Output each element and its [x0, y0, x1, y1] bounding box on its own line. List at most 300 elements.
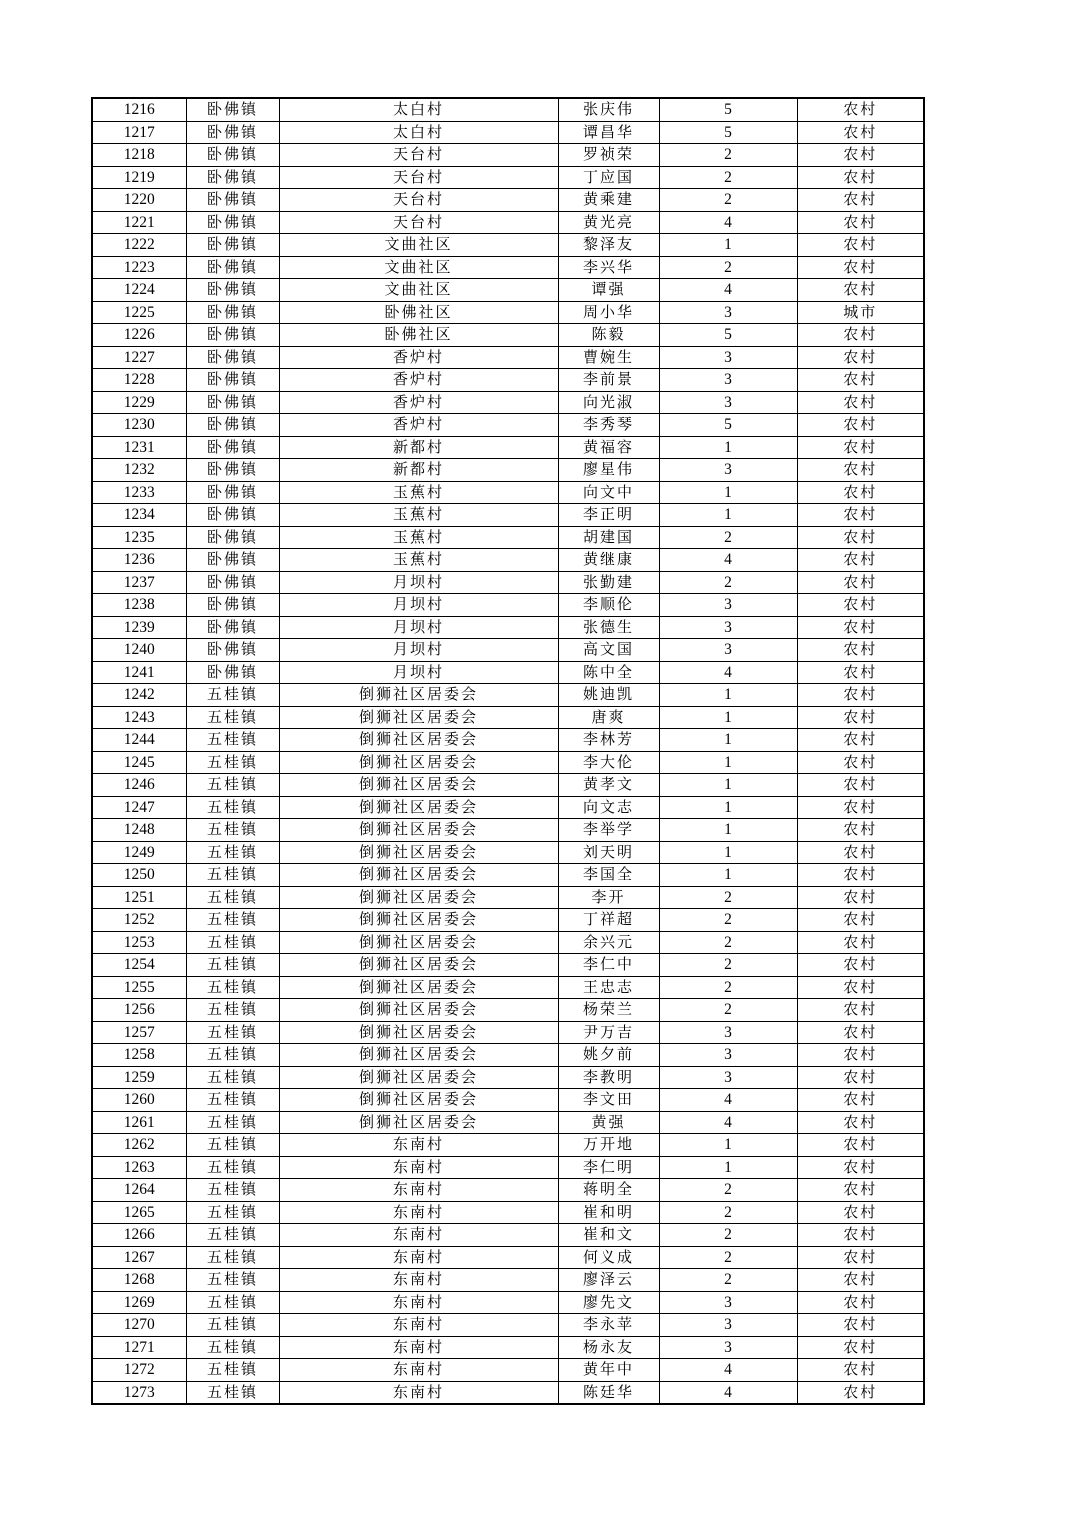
- table-row: [92, 1066, 924, 1089]
- row-index-cell: 1235: [92, 526, 186, 549]
- row-index-cell: 1247: [92, 796, 186, 819]
- town-cell: 五桂镇: [186, 751, 279, 774]
- name-cell: 崔和文: [558, 1224, 659, 1247]
- name-cell: 曹婉生: [558, 346, 659, 369]
- town-cell: 五桂镇: [186, 1224, 279, 1247]
- table-row: [92, 751, 924, 774]
- area-type-cell: 农村: [797, 976, 924, 999]
- count-cell: 4: [659, 1359, 797, 1382]
- table-row: [92, 819, 924, 842]
- name-cell: 丁应国: [558, 166, 659, 189]
- count-cell: 2: [659, 1179, 797, 1202]
- town-cell: 卧佛镇: [186, 256, 279, 279]
- count-cell: 4: [659, 1381, 797, 1404]
- town-cell: 五桂镇: [186, 1269, 279, 1292]
- row-index-cell: 1238: [92, 594, 186, 617]
- name-cell: 李教明: [558, 1066, 659, 1089]
- area-type-cell: 农村: [797, 1179, 924, 1202]
- village-cell: 东南村: [279, 1359, 558, 1382]
- area-type-cell: 农村: [797, 414, 924, 437]
- village-cell: 倒狮社区居委会: [279, 684, 558, 707]
- table-row: [92, 414, 924, 437]
- village-cell: 倒狮社区居委会: [279, 729, 558, 752]
- area-type-cell: 农村: [797, 211, 924, 234]
- row-index-cell: 1233: [92, 481, 186, 504]
- town-cell: 五桂镇: [186, 774, 279, 797]
- count-cell: 3: [659, 1066, 797, 1089]
- table-row: [92, 144, 924, 167]
- count-cell: 3: [659, 369, 797, 392]
- count-cell: 2: [659, 1269, 797, 1292]
- row-index-cell: 1225: [92, 301, 186, 324]
- town-cell: 卧佛镇: [186, 639, 279, 662]
- area-type-cell: 农村: [797, 616, 924, 639]
- count-cell: 1: [659, 774, 797, 797]
- table-row: [92, 1021, 924, 1044]
- town-cell: 五桂镇: [186, 1156, 279, 1179]
- village-cell: 倒狮社区居委会: [279, 1044, 558, 1067]
- name-cell: 尹万吉: [558, 1021, 659, 1044]
- row-index-cell: 1266: [92, 1224, 186, 1247]
- count-cell: 3: [659, 459, 797, 482]
- table-row: [92, 639, 924, 662]
- row-index-cell: 1216: [92, 98, 186, 121]
- town-cell: 卧佛镇: [186, 189, 279, 212]
- town-cell: 五桂镇: [186, 841, 279, 864]
- area-type-cell: 农村: [797, 1314, 924, 1337]
- count-cell: 3: [659, 1314, 797, 1337]
- village-cell: 月坝村: [279, 594, 558, 617]
- row-index-cell: 1234: [92, 504, 186, 527]
- table-row: [92, 931, 924, 954]
- table-row: [92, 301, 924, 324]
- area-type-cell: 农村: [797, 1246, 924, 1269]
- town-cell: 五桂镇: [186, 954, 279, 977]
- area-type-cell: 农村: [797, 1381, 924, 1404]
- area-type-cell: 农村: [797, 751, 924, 774]
- name-cell: 唐爽: [558, 706, 659, 729]
- row-index-cell: 1248: [92, 819, 186, 842]
- row-index-cell: 1222: [92, 234, 186, 257]
- count-cell: 1: [659, 751, 797, 774]
- area-type-cell: 农村: [797, 1021, 924, 1044]
- table-row: [92, 841, 924, 864]
- count-cell: 3: [659, 1044, 797, 1067]
- row-index-cell: 1262: [92, 1134, 186, 1157]
- table-row: [92, 999, 924, 1022]
- area-type-cell: 农村: [797, 1156, 924, 1179]
- table-row: [92, 211, 924, 234]
- table-row: [92, 436, 924, 459]
- village-cell: 倒狮社区居委会: [279, 954, 558, 977]
- row-index-cell: 1230: [92, 414, 186, 437]
- town-cell: 卧佛镇: [186, 391, 279, 414]
- village-cell: 东南村: [279, 1224, 558, 1247]
- town-cell: 卧佛镇: [186, 121, 279, 144]
- town-cell: 五桂镇: [186, 1179, 279, 1202]
- row-index-cell: 1273: [92, 1381, 186, 1404]
- area-type-cell: 农村: [797, 1336, 924, 1359]
- table-row: [92, 954, 924, 977]
- name-cell: 陈中全: [558, 661, 659, 684]
- table-row: [92, 729, 924, 752]
- town-cell: 卧佛镇: [186, 279, 279, 302]
- village-cell: 玉蕉村: [279, 549, 558, 572]
- name-cell: 谭强: [558, 279, 659, 302]
- village-cell: 东南村: [279, 1179, 558, 1202]
- name-cell: 廖先文: [558, 1291, 659, 1314]
- town-cell: 卧佛镇: [186, 459, 279, 482]
- name-cell: 李前景: [558, 369, 659, 392]
- area-type-cell: 农村: [797, 999, 924, 1022]
- table-row: [92, 121, 924, 144]
- name-cell: 李正明: [558, 504, 659, 527]
- town-cell: 卧佛镇: [186, 504, 279, 527]
- town-cell: 五桂镇: [186, 1291, 279, 1314]
- area-type-cell: 农村: [797, 819, 924, 842]
- village-cell: 倒狮社区居委会: [279, 706, 558, 729]
- name-cell: 姚夕前: [558, 1044, 659, 1067]
- row-index-cell: 1255: [92, 976, 186, 999]
- town-cell: 五桂镇: [186, 1134, 279, 1157]
- row-index-cell: 1249: [92, 841, 186, 864]
- name-cell: 张勤建: [558, 571, 659, 594]
- town-cell: 卧佛镇: [186, 616, 279, 639]
- name-cell: 陈廷华: [558, 1381, 659, 1404]
- row-index-cell: 1265: [92, 1201, 186, 1224]
- row-index-cell: 1246: [92, 774, 186, 797]
- count-cell: 5: [659, 414, 797, 437]
- village-cell: 卧佛社区: [279, 324, 558, 347]
- village-cell: 倒狮社区居委会: [279, 774, 558, 797]
- name-cell: 李秀琴: [558, 414, 659, 437]
- row-index-cell: 1231: [92, 436, 186, 459]
- name-cell: 周小华: [558, 301, 659, 324]
- count-cell: 1: [659, 819, 797, 842]
- row-index-cell: 1261: [92, 1111, 186, 1134]
- count-cell: 1: [659, 864, 797, 887]
- village-cell: 天台村: [279, 166, 558, 189]
- name-cell: 黄乘建: [558, 189, 659, 212]
- table-row: [92, 1224, 924, 1247]
- household-table: [91, 97, 925, 1405]
- row-index-cell: 1228: [92, 369, 186, 392]
- row-index-cell: 1232: [92, 459, 186, 482]
- village-cell: 文曲社区: [279, 256, 558, 279]
- row-index-cell: 1221: [92, 211, 186, 234]
- town-cell: 卧佛镇: [186, 414, 279, 437]
- village-cell: 新都村: [279, 459, 558, 482]
- count-cell: 2: [659, 166, 797, 189]
- village-cell: 东南村: [279, 1336, 558, 1359]
- town-cell: 卧佛镇: [186, 166, 279, 189]
- row-index-cell: 1259: [92, 1066, 186, 1089]
- town-cell: 卧佛镇: [186, 301, 279, 324]
- count-cell: 2: [659, 1246, 797, 1269]
- row-index-cell: 1263: [92, 1156, 186, 1179]
- name-cell: 杨永友: [558, 1336, 659, 1359]
- row-index-cell: 1253: [92, 931, 186, 954]
- area-type-cell: 农村: [797, 864, 924, 887]
- area-type-cell: 农村: [797, 391, 924, 414]
- table-row: [92, 594, 924, 617]
- area-type-cell: 农村: [797, 98, 924, 121]
- town-cell: 五桂镇: [186, 999, 279, 1022]
- name-cell: 廖泽云: [558, 1269, 659, 1292]
- area-type-cell: 农村: [797, 436, 924, 459]
- count-cell: 1: [659, 234, 797, 257]
- area-type-cell: 农村: [797, 1291, 924, 1314]
- town-cell: 五桂镇: [186, 1201, 279, 1224]
- table-row: [92, 1089, 924, 1112]
- row-index-cell: 1240: [92, 639, 186, 662]
- count-cell: 3: [659, 301, 797, 324]
- count-cell: 2: [659, 909, 797, 932]
- table-row: [92, 346, 924, 369]
- town-cell: 五桂镇: [186, 864, 279, 887]
- table-row: [92, 98, 924, 121]
- table-row: [92, 1156, 924, 1179]
- area-type-cell: 农村: [797, 234, 924, 257]
- row-index-cell: 1236: [92, 549, 186, 572]
- row-index-cell: 1229: [92, 391, 186, 414]
- count-cell: 1: [659, 481, 797, 504]
- name-cell: 万开地: [558, 1134, 659, 1157]
- village-cell: 东南村: [279, 1201, 558, 1224]
- name-cell: 李林芳: [558, 729, 659, 752]
- name-cell: 黄孝文: [558, 774, 659, 797]
- town-cell: 五桂镇: [186, 684, 279, 707]
- village-cell: 倒狮社区居委会: [279, 819, 558, 842]
- count-cell: 3: [659, 639, 797, 662]
- table-row: [92, 571, 924, 594]
- table-row: [92, 1134, 924, 1157]
- count-cell: 1: [659, 841, 797, 864]
- table-row: [92, 909, 924, 932]
- town-cell: 五桂镇: [186, 819, 279, 842]
- count-cell: 1: [659, 504, 797, 527]
- area-type-cell: 农村: [797, 729, 924, 752]
- town-cell: 五桂镇: [186, 1336, 279, 1359]
- area-type-cell: 农村: [797, 909, 924, 932]
- village-cell: 新都村: [279, 436, 558, 459]
- area-type-cell: 农村: [797, 594, 924, 617]
- count-cell: 1: [659, 1134, 797, 1157]
- town-cell: 卧佛镇: [186, 661, 279, 684]
- count-cell: 5: [659, 121, 797, 144]
- row-index-cell: 1218: [92, 144, 186, 167]
- count-cell: 2: [659, 1201, 797, 1224]
- name-cell: 丁祥超: [558, 909, 659, 932]
- count-cell: 3: [659, 1291, 797, 1314]
- table-row: [92, 369, 924, 392]
- town-cell: 五桂镇: [186, 1066, 279, 1089]
- village-cell: 倒狮社区居委会: [279, 886, 558, 909]
- area-type-cell: 农村: [797, 661, 924, 684]
- row-index-cell: 1243: [92, 706, 186, 729]
- table-row: [92, 976, 924, 999]
- count-cell: 5: [659, 324, 797, 347]
- area-type-cell: 农村: [797, 1134, 924, 1157]
- area-type-cell: 农村: [797, 481, 924, 504]
- table-row: [92, 1336, 924, 1359]
- area-type-cell: 农村: [797, 166, 924, 189]
- row-index-cell: 1242: [92, 684, 186, 707]
- name-cell: 蒋明全: [558, 1179, 659, 1202]
- town-cell: 卧佛镇: [186, 549, 279, 572]
- name-cell: 李兴华: [558, 256, 659, 279]
- table-row: [92, 684, 924, 707]
- name-cell: 廖星伟: [558, 459, 659, 482]
- village-cell: 东南村: [279, 1269, 558, 1292]
- town-cell: 卧佛镇: [186, 98, 279, 121]
- count-cell: 1: [659, 1156, 797, 1179]
- village-cell: 倒狮社区居委会: [279, 931, 558, 954]
- village-cell: 东南村: [279, 1381, 558, 1404]
- area-type-cell: 农村: [797, 931, 924, 954]
- village-cell: 玉蕉村: [279, 526, 558, 549]
- count-cell: 5: [659, 98, 797, 121]
- town-cell: 五桂镇: [186, 1314, 279, 1337]
- area-type-cell: 农村: [797, 549, 924, 572]
- village-cell: 东南村: [279, 1156, 558, 1179]
- town-cell: 卧佛镇: [186, 369, 279, 392]
- count-cell: 3: [659, 391, 797, 414]
- row-index-cell: 1244: [92, 729, 186, 752]
- name-cell: 李开: [558, 886, 659, 909]
- name-cell: 黄福容: [558, 436, 659, 459]
- row-index-cell: 1254: [92, 954, 186, 977]
- count-cell: 4: [659, 1089, 797, 1112]
- town-cell: 五桂镇: [186, 1111, 279, 1134]
- table-row: [92, 1201, 924, 1224]
- count-cell: 4: [659, 1111, 797, 1134]
- town-cell: 卧佛镇: [186, 481, 279, 504]
- town-cell: 五桂镇: [186, 931, 279, 954]
- count-cell: 1: [659, 436, 797, 459]
- area-type-cell: 农村: [797, 189, 924, 212]
- table-row: [92, 864, 924, 887]
- village-cell: 倒狮社区居委会: [279, 841, 558, 864]
- area-type-cell: 农村: [797, 121, 924, 144]
- town-cell: 五桂镇: [186, 1021, 279, 1044]
- name-cell: 李仁明: [558, 1156, 659, 1179]
- name-cell: 李永苹: [558, 1314, 659, 1337]
- table-row: [92, 1381, 924, 1404]
- row-index-cell: 1241: [92, 661, 186, 684]
- area-type-cell: 农村: [797, 796, 924, 819]
- table-row: [92, 391, 924, 414]
- town-cell: 五桂镇: [186, 729, 279, 752]
- count-cell: 2: [659, 976, 797, 999]
- name-cell: 李大伦: [558, 751, 659, 774]
- village-cell: 东南村: [279, 1291, 558, 1314]
- table-row: [92, 1291, 924, 1314]
- table-row: [92, 324, 924, 347]
- area-type-cell: 农村: [797, 504, 924, 527]
- village-cell: 倒狮社区居委会: [279, 796, 558, 819]
- area-type-cell: 农村: [797, 1089, 924, 1112]
- area-type-cell: 农村: [797, 1269, 924, 1292]
- name-cell: 黎泽友: [558, 234, 659, 257]
- town-cell: 五桂镇: [186, 1246, 279, 1269]
- village-cell: 倒狮社区居委会: [279, 909, 558, 932]
- count-cell: 1: [659, 729, 797, 752]
- table-row: [92, 774, 924, 797]
- row-index-cell: 1258: [92, 1044, 186, 1067]
- area-type-cell: 农村: [797, 1044, 924, 1067]
- village-cell: 东南村: [279, 1314, 558, 1337]
- count-cell: 4: [659, 661, 797, 684]
- village-cell: 文曲社区: [279, 234, 558, 257]
- name-cell: 向文志: [558, 796, 659, 819]
- table-row: [92, 459, 924, 482]
- row-index-cell: 1250: [92, 864, 186, 887]
- village-cell: 天台村: [279, 144, 558, 167]
- area-type-cell: 农村: [797, 1201, 924, 1224]
- area-type-cell: 农村: [797, 571, 924, 594]
- town-cell: 五桂镇: [186, 1044, 279, 1067]
- table-row: [92, 616, 924, 639]
- name-cell: 余兴元: [558, 931, 659, 954]
- village-cell: 倒狮社区居委会: [279, 1089, 558, 1112]
- count-cell: 4: [659, 549, 797, 572]
- area-type-cell: 农村: [797, 279, 924, 302]
- name-cell: 刘天明: [558, 841, 659, 864]
- village-cell: 月坝村: [279, 639, 558, 662]
- row-index-cell: 1272: [92, 1359, 186, 1382]
- table-row: [92, 796, 924, 819]
- town-cell: 五桂镇: [186, 1359, 279, 1382]
- table-row: [92, 1044, 924, 1067]
- count-cell: 3: [659, 1021, 797, 1044]
- row-index-cell: 1217: [92, 121, 186, 144]
- village-cell: 香炉村: [279, 346, 558, 369]
- village-cell: 太白村: [279, 121, 558, 144]
- count-cell: 2: [659, 999, 797, 1022]
- table-row: [92, 1314, 924, 1337]
- village-cell: 倒狮社区居委会: [279, 999, 558, 1022]
- name-cell: 向文中: [558, 481, 659, 504]
- name-cell: 张德生: [558, 616, 659, 639]
- table-row: [92, 526, 924, 549]
- row-index-cell: 1264: [92, 1179, 186, 1202]
- row-index-cell: 1237: [92, 571, 186, 594]
- row-index-cell: 1226: [92, 324, 186, 347]
- area-type-cell: 农村: [797, 639, 924, 662]
- count-cell: 1: [659, 796, 797, 819]
- area-type-cell: 农村: [797, 1224, 924, 1247]
- name-cell: 高文国: [558, 639, 659, 662]
- town-cell: 卧佛镇: [186, 324, 279, 347]
- village-cell: 香炉村: [279, 369, 558, 392]
- village-cell: 倒狮社区居委会: [279, 864, 558, 887]
- table-row: [92, 504, 924, 527]
- name-cell: 向光淑: [558, 391, 659, 414]
- name-cell: 李顺伦: [558, 594, 659, 617]
- row-index-cell: 1227: [92, 346, 186, 369]
- name-cell: 黄强: [558, 1111, 659, 1134]
- table-row: [92, 1111, 924, 1134]
- row-index-cell: 1224: [92, 279, 186, 302]
- village-cell: 月坝村: [279, 616, 558, 639]
- name-cell: 崔和明: [558, 1201, 659, 1224]
- village-cell: 天台村: [279, 211, 558, 234]
- name-cell: 黄继康: [558, 549, 659, 572]
- count-cell: 2: [659, 189, 797, 212]
- table-row: [92, 1246, 924, 1269]
- row-index-cell: 1267: [92, 1246, 186, 1269]
